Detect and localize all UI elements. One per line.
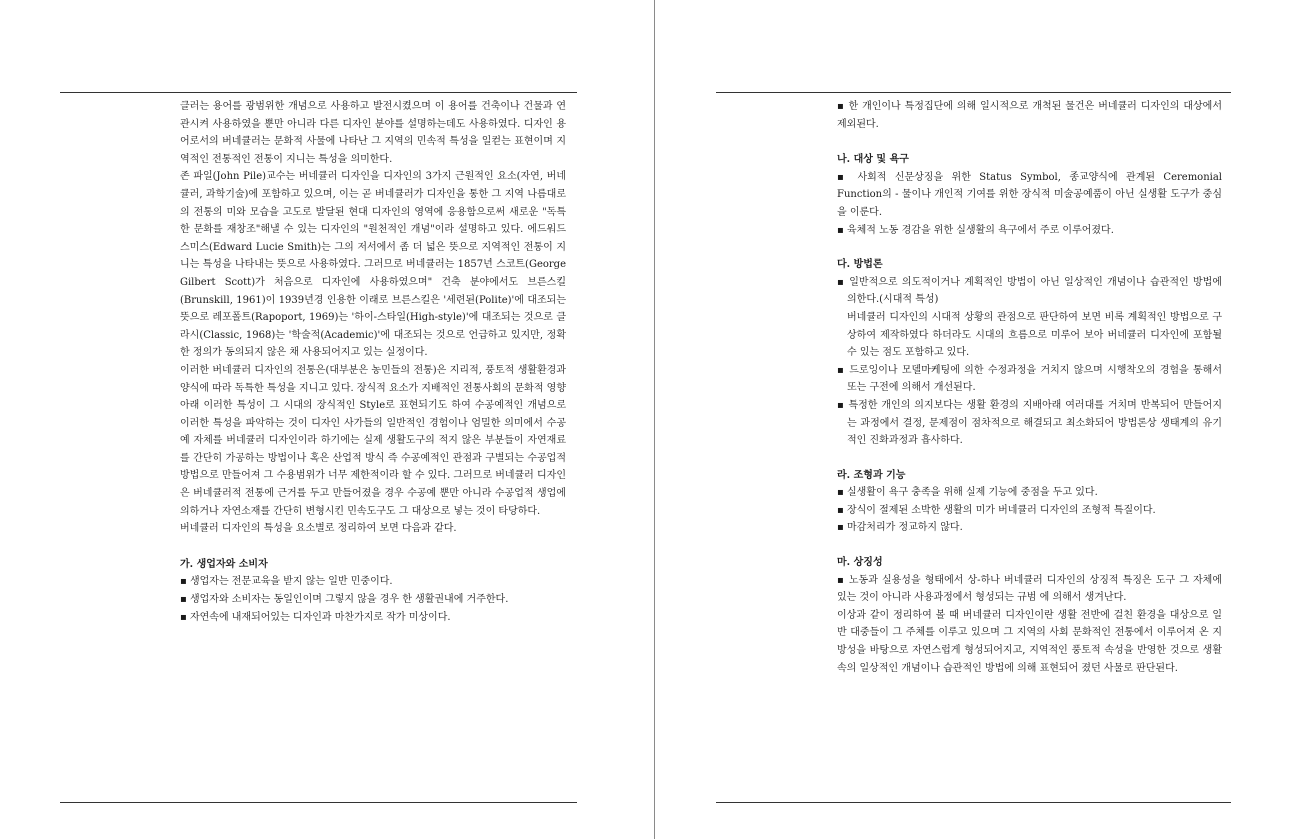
section-heading: 나. 대상 및 욕구: [837, 154, 909, 166]
section-heading: 다. 방법론: [837, 259, 883, 271]
bullet-item: ▪ 노동과 실용성을 형태에서 상-하나 버네큘러 디자인의 상징적 특징은 도구 그 자체에 있는 것이 아니라 사용과정에서 형성되는 규범 에 의해서 생겨난다.: [837, 572, 1222, 607]
conclusion-paragraph: 이상과 같이 정리하여 볼 때 버네큘러 디자인이란 생활 전반에 걸친 환경을 대상으로 일반 대중들이 그 주체를 이루고 있으며 그 지역의 사회 문화적인 전통에서 이루어져 온 지방성을 바탕으로 자연스럽게 형성되어지고, 지역적인 풍토적 속성을 반영한 것으로 생활속의 일상적인 개념이나 습관적인 방법에 의해 표현되어 졌던 사물로 판단된다.: [837, 609, 1222, 674]
bullet-item: ▪ 생업자와 소비자는 동일인이며 그렇지 않을 경우 한 생활권내에 거주한다.: [180, 591, 566, 609]
paragraph: 버네큘러 디자인의 특성을 요소별로 정리하여 보면 다음과 같다.: [180, 523, 457, 535]
left-page-body: [180, 98, 566, 626]
paragraph: 이러한 버네큘러 디자인의 전통은(대부분은 농민들의 전통)은 지리적, 풍토적 생활환경과 양식에 따라 독특한 특성을 지니고 있다. 장식적 요소가 지배적인 전통사회의 문화적 영향 아래 이러한 특성이 그 시대의 장식적인 Style로 표현되기도 하여 수공예적인 개념으로 이러한 특성을 파악하는 것이 디자인 사가들의 일반적인 경험이나 엄밀한 의미에서 수공예 자체를 버네큘러 디자인이라 하기에는 실제 생활도구의 적지 않은 부분들이 자연재료를 간단히 가공하는 방법이나 혹은 산업적 방식 즉 수공예적인 관점과 구별되는 수공업적 방법으로 만들어져 그 수용범위가 너무 제한적이라 할 수 있다. 그러므로 버네큘러 디자인은 버네큘러적 전통에 근거를 두고 만들어졌을 경우 수공예 뿐만 아니라 수공업적 생업에 의하거나 자연소재를 간단히 변형시킨 민속도구도 그 대상으로 넣는 것이 타당하다.: [180, 364, 566, 517]
bullet-item: ▪ 자연속에 내재되어있는 디자인과 마찬가지로 작가 미상이다.: [180, 609, 566, 627]
bullet-item: ▪ 실생활이 욕구 충족을 위해 실제 기능에 중점을 두고 있다.: [837, 484, 1222, 502]
paragraph: 클러는 용어를 광범위한 개념으로 사용하고 발전시켰으며 이 용어를 건축이나 건물과 연관시켜 사용하였을 뿐만 아니라 다른 디자인 분야를 설명하는데도 사용하였다. 디자인 용어로서의 버네큘러는 문화적 사물에 나타난 그 지역의 민속적 특성을 일컫는 표현이며 지역적인 전통적인 전통이 지니는 특성을 의미한다.: [180, 101, 566, 165]
bullet-item: ▪ 마감처리가 정교하지 않다.: [837, 519, 1222, 537]
right-header-rule: [716, 92, 1231, 93]
paragraph: 존 파일(John Pile)교수는 버네큘러 디자인을 디자인의 3가지 근원적인 요소(자연, 버네큘러, 과학기술)에 포함하고 있으며, 이는 곧 버네큘러가 디자인을 통한 그 지역 나름대로의 전통의 미와 모습을 고도로 발달된 현대 디자인의 영역에 응용함으로써 새로운 "독특한 문화를 재창조"해낼 수 있는 디자인의 "원천적인 개념"이라 설명하고 있다. 에드워드 스미스(Edward Lucie Smith)는 그의 저서에서 좀 더 넓은 뜻으로 지역적인 전통이 지니는 특성을 나타내는 뜻으로 사용하였다. 그러므로 버네큘러는 1857년 스코트(George Gilbert Scott)가 처음으로 디자인에 사용하였으며" 건축 분야에서도 브른스킬(Brunskill, 1961)이 1939년경 인용한 이래로 브른스킬은 '세련된(Polite)'에 대조되는 뜻으로 레포폴트(Rapoport, 1969)는 '하이-스타일(High-style)'에 대조되는 것으로 클라시(Classic, 1968)는 '학술적(Academic)'에 대조되는 것으로 언급하고 있지만, 정확한 정의가 동의되지 않은 채 사용되어지고 있는 실정이다.: [180, 171, 566, 359]
left-footer-rule: [60, 802, 577, 803]
section-heading: 마. 상징성: [837, 557, 883, 569]
bullet-item: ▪ 생업자는 전문교육을 받지 않는 일반 민중이다.: [180, 573, 566, 591]
left-header-rule: [60, 92, 577, 93]
bullet-item: ▪ 사회적 신문상징을 위한 Status Symbol, 종교양식에 관계된 Ceremonial Function의 - 물이나 개인적 기여를 위한 장식적 미술공예품이 아닌 실생활 도구가 중심을 이룬다.: [837, 169, 1222, 222]
right-page-body: [837, 98, 1222, 677]
bullet-item: ▪ 특정한 개인의 의지보다는 생활 환경의 지배아래 여러대를 거치며 반복되어 만들어지는 과정에서 결정, 문제점이 점차적으로 해결되고 최소화되어 방법론상 생태계의 유기적인 진화과정과 흡사하다.: [837, 397, 1222, 450]
bullet-item: ▪ 드로잉이나 모델마케팅에 의한 수정과정을 거치지 않으며 시행착오의 경험을 통해서 또는 구전에 의해서 개선된다.: [837, 362, 1222, 397]
section-heading: 라. 조형과 기능: [837, 469, 906, 481]
bullet-item: ▪ 장식이 절제된 소박한 생활의 미가 버네큘러 디자인의 조형적 특질이다.: [837, 502, 1222, 520]
bullet-item: ▪ 일반적으로 의도적이거나 계획적인 방법이 아닌 일상적인 개념이나 습관적인 방법에 의한다.(시대적 특성): [837, 274, 1222, 309]
bullet-continuation: 버네큘러 디자인의 시대적 상황의 관점으로 판단하여 보면 비록 계획적인 방법으로 구상하여 제작하였다 하더라도 시대의 흐름으로 미루어 보아 버네큘러 디자인에 포함될 수 있는 점도 포함하고 있다.: [847, 311, 1222, 359]
right-footer-rule: [716, 802, 1231, 803]
page-divider: [654, 0, 655, 839]
bullet-item: ▪ 육체적 노동 경감을 위한 실생활의 욕구에서 주로 이루어졌다.: [837, 222, 1222, 240]
section-heading: 가. 생업자와 소비자: [180, 558, 268, 570]
bullet-item: ▪ 한 개인이나 특정집단에 의해 일시적으로 개척된 물건은 버네큘러 디자인의 대상에서 제외된다.: [837, 98, 1222, 133]
